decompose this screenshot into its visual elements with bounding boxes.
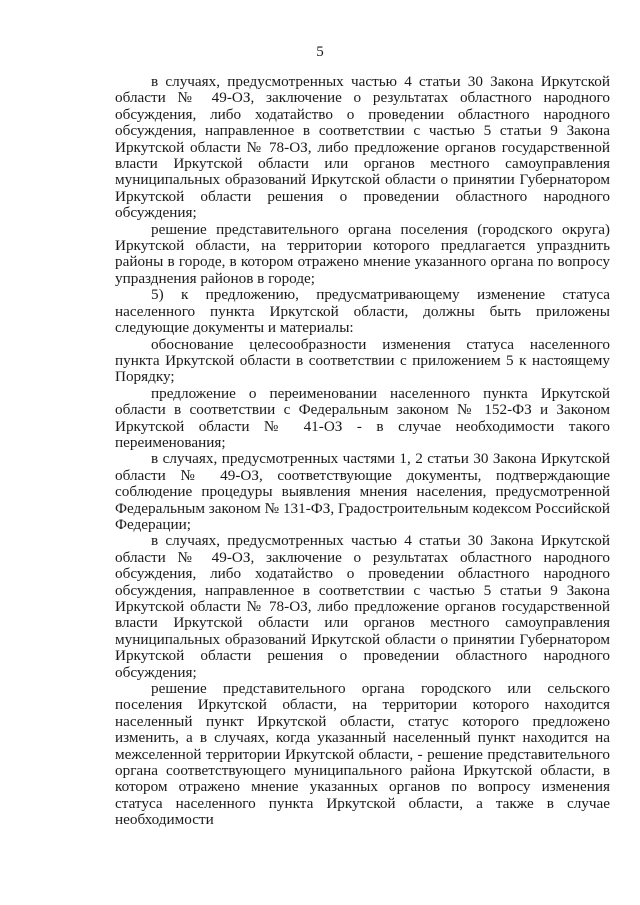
paragraph-council-decision-status: решение представительного органа городского или сельского поселения Иркутской области, на территории которого находится населенный пункт Иркутской области, статус которого предложено изменить, а в случаях, когда указанный населенный пункт находится на межселенной территории Иркутской области, - решение представительного органа соответствующего муниципального района Иркутской области, в котором отражено мнение указанных органов по вопросу изменения статуса населенного пункта Иркутской области, а также в случае необходимости (115, 680, 610, 829)
paragraph-regional-discussion-districts: в случаях, предусмотренных частью 4 статьи 30 Закона Иркутской области № 49-ОЗ, заключение о результатах областного народного обсуждения, либо ходатайство о проведении областного народного обсуждения, направленное в соответствии с частью 5 статьи 9 Закона Иркутской области № 78-ОЗ, либо предложение органов государственной власти Иркутской области или органов местного самоуправления муниципальных образований Иркутской области о принятии Губернатором Иркутской области решения о проведении областного народного обсуждения; (115, 73, 610, 222)
paragraph-renaming-proposal: предложение о переименовании населенного пункта Иркутской области в соответствии с Федеральным законом № 152-ФЗ и Законом Иркутской области № 41-ОЗ - в случае необходимости такого переименования; (115, 384, 610, 451)
paragraph-regional-discussion-status: в случаях, предусмотренных частью 4 статьи 30 Закона Иркутской области № 49-ОЗ, заключение о результатах областного народного обсуждения, либо ходатайство о проведении областного народного обсуждения, направленное в соответствии с частью 5 статьи 9 Закона Иркутской области № 78-ОЗ, либо предложение органов государственной власти Иркутской области или органов местного самоуправления муниципальных образований Иркутской области о принятии Губернатором Иркутской области решения о проведении областного народного обсуждения; (115, 532, 610, 681)
paragraph-public-opinion-documents: в случаях, предусмотренных частями 1, 2 статьи 30 Закона Иркутской области № 49-ОЗ, соответствующие документы, подтверждающие соблюдение процедуры выявления мнения населения, предусмотренной Федеральным законом № 131-ФЗ, Градостроительным кодексом Российской Федерации; (115, 450, 610, 533)
paragraph-council-decision-districts: решение представительного органа поселения (городского округа) Иркутской области, на территории которого предлагается упразднить районы в городе, в котором отражено мнение указанного органа по вопросу упразднения районов в городе; (115, 220, 610, 287)
paragraph-item-5-status-change: 5) к предложению, предусматривающему изменение статуса населенного пункта Иркутской области, должны быть приложены следующие документы и материалы: (115, 286, 610, 337)
document-body (115, 74, 610, 829)
page-number: 5 (316, 44, 324, 60)
paragraph-justification: обоснование целесообразности изменения статуса населенного пункта Иркутской области в соответствии с приложением 5 к настоящему Порядку; (115, 335, 610, 386)
